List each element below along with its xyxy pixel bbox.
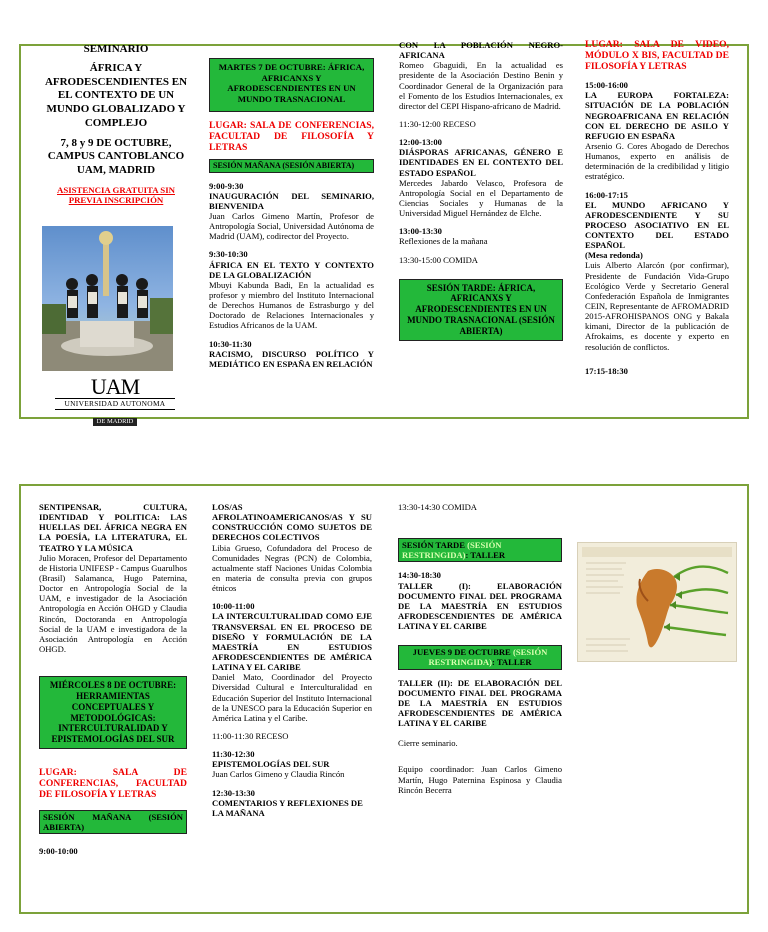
day1-morning-column [209, 58, 374, 369]
restricted-label: (SESIÓN RESTRINGIDA) [402, 540, 502, 561]
diaspora-map-illustration [578, 543, 736, 661]
slot-time: 14:30-18:30 [398, 570, 441, 581]
session-label: SESIÓN TARDE [402, 540, 465, 551]
slot-title-continued: SENTIPENSAR, CULTURA, IDENTIDAD Y POLITICA: LAS HUELLAS DEL ÁFRICA NEGRA EN LA POESÍA, LA LITERATURA, EL TEATRO Y LA MÚSICA [39, 502, 187, 553]
slot-time: 13:00-13:30 [399, 226, 442, 237]
slot-time: 10:30-11:30 [209, 338, 252, 349]
slot-speaker: Daniel Mato, Coordinador del Proyecto Diversidad Cultural e Interculturalidad en Educación Superior del Instituto Internacional de la UNESCO para la Educación Superior en América Latina y el Caribe. [212, 672, 372, 723]
day2-afternoon-column [398, 502, 562, 795]
statue-photo [42, 226, 173, 371]
day3-date-label: JUEVES 9 DE OCTUBRE [412, 647, 511, 658]
slot-title: TALLER (II): DE ELABORACIÓN DEL DOCUMENTO FINAL DEL PROGRAMA DE LA MAESTRÍA EN ESTUDIOS AFRODESCENDIENTES DE AMÉRICA LATINA Y EL CARIBE [398, 677, 562, 729]
slot-speaker: Libia Grueso, Cofundadora del Proceso de Comunidades Negras (PCN) de Colombia, actualmente staff Naciones Unidas Colombia en materia de consulta previa con grupos étnicos [212, 542, 372, 594]
slot-time: 9:00-9:30 [209, 180, 244, 191]
slot-time: 9:00-10:00 [39, 846, 78, 857]
slot-title: TALLER (I): ELABORACIÓN DOCUMENTO FINAL DEL PROGRAMA DE LA MAESTRÍA EN ESTUDIOS AFRODESCENDIENTES DE AMÉRICA LATINA Y EL CARIBE [398, 580, 562, 632]
lunch-line: 13:30-15:00 COMIDA [399, 254, 479, 265]
day2-header-box: MIÉRCOLES 8 DE OCTUBRE: HERRAMIENTAS CONCEPTUALES Y METODOLÓGICAS: INTERCULTURALIDAD Y EPISTEMOLOGÍAS DEL SUR [39, 676, 187, 749]
day3-header-box [398, 645, 562, 669]
lunch-line: 13:30-14:30 COMIDA [398, 502, 478, 512]
slot-title: LA INTERCULTURALIDAD COMO EJE TRANSVERSAL EN EL PROCESO DE DISEÑO Y FORMULACIÓN DE LA MAESTRÍA EN ESTUDIOS AFRODESCENDIENTES DE AMÉRICA LATINA Y EL CARIBE [212, 611, 372, 673]
day1-afternoon-session-box: SESIÓN TARDE: ÁFRICA, AFRICANXS Y AFRODESCENDIENTES EN UN MUNDO TRASNACIONAL (SESIÓN ABIERTA) [399, 279, 563, 341]
diaspora-map-image [577, 542, 737, 662]
slot-description: Reflexiones de la mañana [399, 236, 488, 247]
day1-venue: LUGAR: SALA DE CONFERENCIAS, FACULTAD DE FILOSOFÍA Y LETRAS [209, 120, 374, 154]
seminar-label: SEMINARIO [83, 43, 149, 55]
coordinating-team: Equipo coordinador: Juan Carlos Gimeno Martín, Hugo Paternina Espinosa y Claudia Rincón Becerra [398, 764, 562, 795]
slot-time: 17:15-18:30 [585, 365, 628, 376]
day1-midday-column [399, 40, 563, 341]
brochure-page-2 [19, 484, 749, 914]
day2-venue: LUGAR: SALA DE CONFERENCIAS, FACULTAD DE FILOSOFÍA Y LETRAS [39, 766, 187, 800]
slot-speaker: Juan Carlos Gimeno Martín, Profesor de Antropología Social, Universidad Autónoma de Madrid (UAM), codirector del Proyecto. [209, 210, 374, 242]
slot-title: LA EUROPA FORTALEZA: SITUACIÓN DE LA POBLACIÓN NEGROAFRICANA EN RELACIÓN CON EL DERECHO DE ASILO Y REFUGIO EN ESPAÑA [585, 90, 729, 141]
statue-illustration [42, 226, 173, 371]
uam-logo-mark: UAM [90, 374, 140, 399]
slot-speaker: Romeo Gbaguidi, En la actualidad es presidente de la Asociación Destino Benin y Coordinador General de la Organización para el Fomento de los Estudios Internacionales, ex director del CEPI Hispano-africano de Madrid. [399, 60, 563, 111]
slot-speaker: Luis Alberto Alarcón (por confirmar), Presidente de Fundación Vida-Grupo Ecológico Verde y Secretario General Confederación Española de Inmigrantes CEIN, Representante de AFROMADRID 2015-AFROHISPANOS ONG y Bakala kimani, Director de la publicación de Afrokaims, es docente y experto en resolución de conflictos. [585, 260, 729, 352]
day1-evening-column [39, 502, 187, 856]
slot-title: RACISMO, DISCURSO POLÍTICO Y MEDIÁTICO EN ESPAÑA EN RELACIÓN [209, 348, 374, 369]
slot-time: 10:00-11:00 [212, 601, 255, 612]
slot-time: 15:00-16:00 [585, 80, 628, 91]
slot-time: 12:00-13:00 [399, 137, 442, 148]
day2-morning-column [212, 502, 372, 818]
slot-title: COMENTARIOS Y REFLEXIONES DE LA MAÑANA [212, 797, 363, 818]
slot-title-continued: CON LA POBLACIÓN NEGRO-AFRICANA [399, 40, 563, 61]
break-line: 11:00-11:30 RECESO [212, 730, 289, 741]
day2-afternoon-session-box [398, 538, 562, 562]
day1-afternoon-column [585, 39, 729, 376]
slot-speaker: Juan Carlos Gimeno y Claudia Rincón [212, 769, 345, 780]
seminar-dates: 7, 8 y 9 DE OCTUBRE, CAMPUS CANTOBLANCO UAM, MADRID [47, 136, 185, 177]
slot-speaker: Julio Moracen, Profesor del Departamento de Historia UNIFESP - Campus Guarulhos (Brasil) Salamanca, Hugo Paternina, Doctor en Antropología Social de la UAM, e investigador de la Asociación Antropología en Acción OHGD y Claudia Rincón, Doctoranda en Antropología Social de la UAM e investigadora de la Asociación Antropología en Acción OHGD. [39, 552, 187, 654]
slot-title: ÁFRICA EN EL TEXTO Y CONTEXTO DE LA GLOBALIZACIÓN [209, 259, 374, 280]
uam-logo-line2: DE MADRID [93, 418, 138, 426]
day1-morning-session-box: SESIÓN MAÑANA (SESIÓN ABIERTA) [209, 159, 374, 172]
day2-morning-session-box: SESIÓN MAÑANA (SESIÓN ABIERTA) [39, 810, 187, 834]
seminar-title: ÁFRICA Y AFRODESCENDIENTES EN EL CONTEXTO DE UN MUNDO GLOBALIZADO Y COMPLEJO [44, 61, 188, 129]
day1-afternoon-venue: LUGAR: SALA DE VIDEO, MÓDULO X BIS, FACULTAD DE FILOSOFÍA Y LETRAS [585, 39, 729, 73]
restricted-label: (SESIÓN RESTRINGIDA) [428, 647, 548, 668]
day1-header-box: MARTES 7 DE OCTUBRE: ÁFRICA, AFRICANXS Y AFRODESCENDIENTES EN UN MUNDO TRASNACIONAL [209, 58, 374, 112]
uam-logo [55, 376, 175, 428]
closing-line: Cierre seminario. [398, 738, 458, 749]
slot-title: INAUGURACIÓN DEL SEMINARIO, BIENVENIDA [209, 190, 374, 211]
slot-speaker: Mercedes Jabardo Velasco, Profesora de Antropología Social en el Departamento de Ciencias Sociales y Humanas de la Universidad Miguel Hernández de Elche. [399, 177, 563, 219]
workshop-label: : TALLER [491, 657, 532, 668]
slot-title: DIÁSPORAS AFRICANAS, GÉNERO E IDENTIDADES EN EL CONTEXTO DEL ESTADO ESPAÑOL [399, 147, 563, 178]
slot-title: EL MUNDO AFRICANO Y AFRODESCENDIENTE Y SU PROCESO ASOCIATIVO EN EL CONTEXTO DEL ESTADO ESPAÑOL [585, 199, 729, 251]
slot-time: 16:00-17:15 [585, 189, 628, 200]
slot-speaker: Mbuyi Kabunda Badi, En la actualidad es profesor y miembro del Instituto Internacional de Derechos Humanos de Estrasburgo y del Doctorado de Relaciones Internacionales y Estudios Africanos de la UAM. [209, 279, 374, 331]
brochure-page-1 [19, 39, 749, 425]
slot-title-continued: LOS/AS AFROLATINOAMERICANOS/AS Y SU CONSTRUCCIÓN COMO SUJETOS DE DERECHOS COLECTIVOS [212, 502, 372, 543]
slot-title: EPISTEMOLOGÍAS DEL SUR [212, 759, 330, 770]
slot-speaker: Arsenio G. Cores Abogado de Derechos Humanos, experto en análisis de determinación de la credibilidad y litigio estratégico. [585, 140, 729, 182]
cover-column [41, 41, 191, 205]
slot-time: 9:30-10:30 [209, 249, 248, 260]
free-entry-note: ASISTENCIA GRATUITA SIN PREVIA INSCRIPCIÓN [57, 184, 175, 206]
uam-logo-line1: UNIVERSIDAD AUTONOMA [55, 398, 175, 410]
workshop-label: : TALLER [465, 550, 506, 561]
slot-format: (Mesa redonda) [585, 250, 643, 261]
break-line: 11:30-12:00 RECESO [399, 118, 476, 129]
slot-time: 12:30-13:30 [212, 787, 255, 798]
slot-time: 11:30-12:30 [212, 749, 255, 760]
